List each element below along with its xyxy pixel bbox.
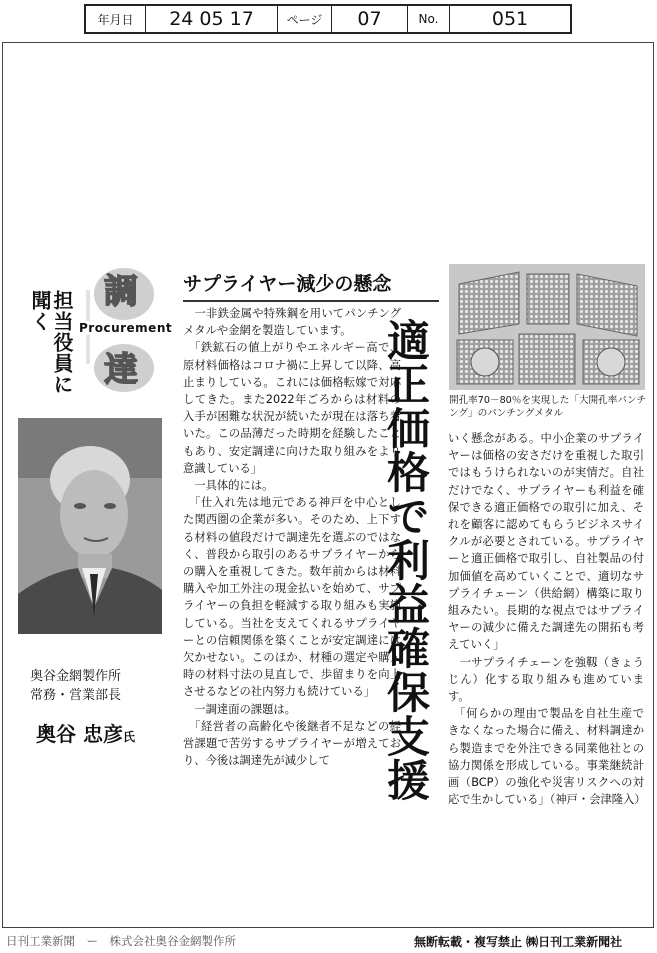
article-body-col2 bbox=[448, 430, 644, 808]
paragraph: 一具体的には。 bbox=[183, 479, 274, 493]
column-title-line1: 担当役員に bbox=[50, 290, 74, 395]
photo-caption: 開孔率70－80％を実現した「大開孔率パンチング」のパンチングメタル bbox=[449, 395, 647, 419]
paragraph: 「鉄鉱石の値上がりやエネルギー高で、原材料価格はコロナ禍に上昇して以降、高止まりしている。これには価格転嫁で対応してきた。また2022年ごろからは材料の入手が困難な状況が続いたが現在は落ち着いた。この品薄だった時期を経験したこともあり、安定調達に向けた取り組みをより意識している」 bbox=[183, 341, 401, 475]
paragraph: 「経営者の高齢化や後継者不足などの経営課題で苦労するサプライヤーが増えており、今後は調達先が減少して bbox=[183, 719, 401, 768]
person-name-line bbox=[36, 718, 135, 747]
no-value: 051 bbox=[491, 8, 529, 30]
article-subheading: サプライヤー減少の懸念 bbox=[183, 269, 439, 302]
person-company: 奥谷金網製作所 bbox=[30, 669, 122, 684]
page-value-cell bbox=[332, 6, 408, 32]
footer-copyright: 無断転載・複写禁止 ㈱日刊工業新聞社 bbox=[414, 935, 623, 949]
no-label-cell bbox=[408, 6, 450, 32]
punching-metal-icon bbox=[449, 264, 645, 390]
page-label: ページ bbox=[286, 12, 323, 27]
column-title-line2: 聞く bbox=[28, 290, 52, 332]
person-caption bbox=[30, 668, 121, 706]
paragraph: 「何らかの理由で製品を自社生産できなくなった場合に備え、材料調達から製造までを外注できる同業他社との協力関係を形成している。事業継続計画（BCP）の強化や災害リスクへの対応で生かしている」（神戸・会津隆入） bbox=[448, 707, 646, 807]
page-value: 07 bbox=[357, 8, 382, 30]
paragraph: 一調達面の課題は。 bbox=[183, 702, 296, 716]
punching-metal-photo bbox=[449, 264, 645, 390]
badge-english: Procurement bbox=[76, 321, 175, 335]
paragraph: いく懸念がある。中小企業のサプライヤーは価格の安さだけを重視した取引ではもうけられないのが実情だ。自社だけでなく、サプライヤーも利益を確保できる適正価格での取引に加え、それを顧客に認めてもらうビジネスサイクルが必要とされている。サプライヤーと適正価格で取引し、自社製品の付加価値を高めていくことで、適切なサプライチェーン（供給網）構築に取り組みたい。長期的な視点ではサプライヤーの減少に備えた調達先の開拓も考えていく」 bbox=[448, 432, 644, 652]
date-label-cell bbox=[86, 6, 146, 32]
clipping-header bbox=[84, 4, 572, 34]
article-headline: 適正価格で利益確保支援 bbox=[380, 318, 430, 802]
no-label: No. bbox=[418, 12, 439, 26]
date-label: 年月日 bbox=[97, 12, 134, 27]
column-label bbox=[22, 276, 82, 406]
portrait-figure-icon bbox=[18, 418, 162, 634]
portrait-photo bbox=[18, 418, 162, 634]
paragraph: 一サプライチェーンを強靱（きょうじん）化する取り組みも進めています。 bbox=[448, 655, 644, 704]
paragraph: 一非鉄金属や特殊鋼を用いてパンチングメタルや金網を製造しています。 bbox=[183, 307, 401, 338]
article-body-col1 bbox=[183, 305, 401, 769]
footer-source: 日刊工業新聞 ー 株式会社奥谷金網製作所 bbox=[6, 934, 236, 948]
date-value: 24 05 17 bbox=[169, 8, 254, 30]
no-value-cell bbox=[450, 6, 570, 32]
badge-kanji-top: 調 bbox=[104, 272, 138, 312]
person-name: 奥谷 忠彦 bbox=[36, 722, 123, 746]
date-value-cell bbox=[146, 6, 278, 32]
page-label-cell bbox=[278, 6, 332, 32]
paragraph: 「仕入れ先は地元である神戸を中心とした関西圏の企業が多い。そのため、上下する材料の値段だけで調達先を選ぶのではなく、普段から取引のあるサプライヤーからの購入を重視してきた。数年前からは材料購入や加工外注の現金払いを始めて、サプライヤーの負担を軽減する取り組みも実施している。当社を支えてくれるサプライヤーとの信頼関係を築くことが安定調達には欠かせない。このほか、材種の選定や購入時の材料寸法の見直しで、歩留まりを向上させるなどの社内努力も続けている」 bbox=[183, 496, 401, 699]
person-position: 常務・営業部長 bbox=[30, 687, 122, 703]
badge-kanji-bottom: 達 bbox=[104, 350, 138, 390]
person-honorific: 氏 bbox=[122, 730, 135, 744]
procurement-badge bbox=[79, 264, 173, 394]
